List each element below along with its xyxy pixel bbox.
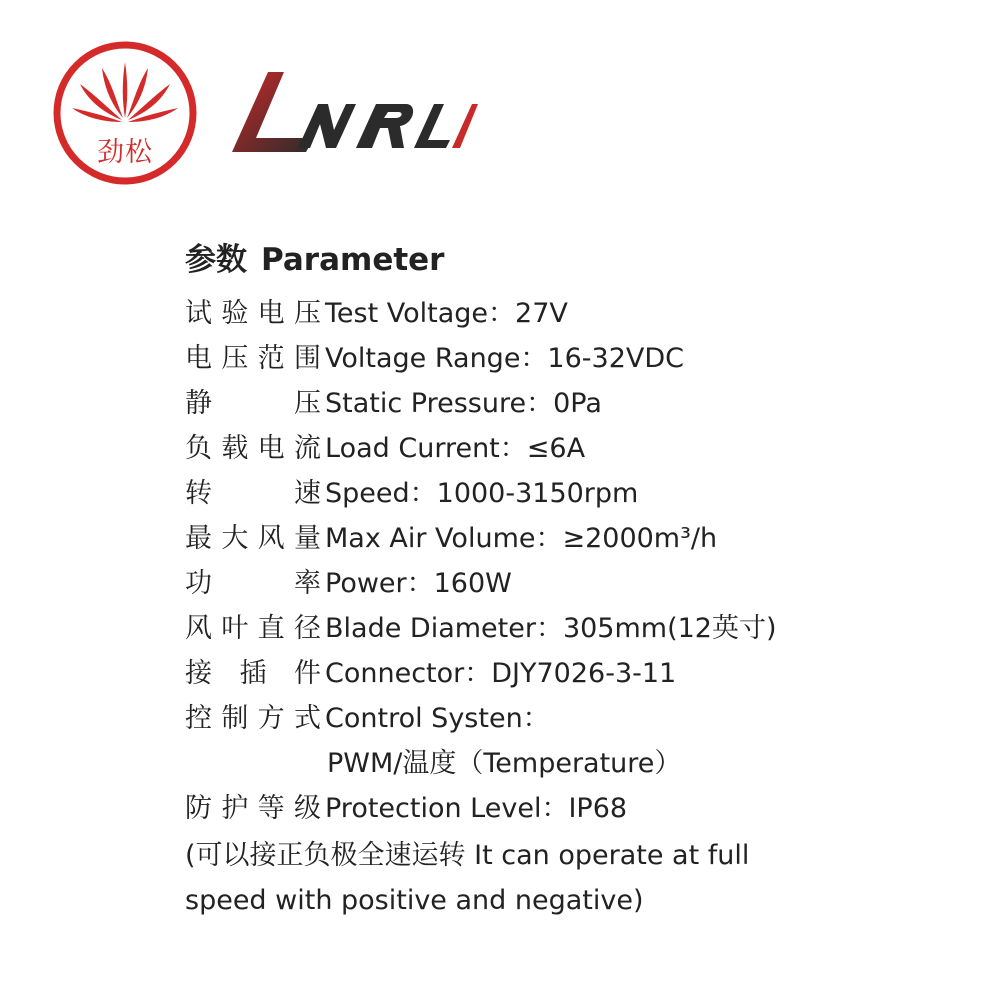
param-value: Power：160W bbox=[325, 568, 512, 599]
param-value: Connector：DJY7026-3-11 bbox=[325, 658, 677, 689]
param-row bbox=[185, 474, 638, 514]
note-line-1: (可以接正负极全速运转 It can operate at full bbox=[185, 840, 750, 871]
heading-cn: 参数 bbox=[185, 242, 247, 278]
control-system-value: PWM/温度（Temperature） bbox=[327, 748, 682, 779]
param-label-cn: 转速 bbox=[185, 478, 321, 509]
parameter-heading bbox=[185, 234, 444, 279]
param-row bbox=[185, 339, 684, 379]
param-row bbox=[185, 519, 717, 559]
param-value: Load Current：≤6A bbox=[325, 433, 586, 464]
param-value: Protection Level：IP68 bbox=[325, 793, 628, 824]
heading-en: Parameter bbox=[261, 242, 445, 278]
param-value: Max Air Volume：≥2000m³/h bbox=[325, 523, 718, 554]
param-label-cn: 电压范围 bbox=[185, 343, 321, 374]
param-value: Test Voltage：27V bbox=[325, 298, 568, 329]
param-label-cn: 风叶直径 bbox=[185, 613, 321, 644]
param-row bbox=[185, 789, 627, 829]
param-label-cn: 静压 bbox=[185, 388, 321, 419]
seal-text: 劲松 bbox=[97, 137, 153, 168]
param-row bbox=[185, 654, 676, 694]
param-row bbox=[185, 429, 585, 469]
param-value: Static Pressure：0Pa bbox=[325, 388, 602, 419]
param-label-cn: 最大风量 bbox=[185, 523, 321, 554]
param-label-cn: 试验电压 bbox=[185, 298, 321, 329]
param-label-cn: 接插件 bbox=[185, 658, 321, 689]
param-row bbox=[185, 384, 602, 424]
param-row bbox=[185, 609, 777, 649]
param-row bbox=[185, 294, 568, 334]
param-label-cn: 功率 bbox=[185, 568, 321, 599]
param-value: Blade Diameter：305mm(12英寸) bbox=[325, 613, 777, 644]
brand-wordmark-logo bbox=[228, 68, 478, 163]
param-label-cn: 控制方式 bbox=[185, 703, 321, 734]
param-value: Control Systen： bbox=[325, 703, 550, 734]
note-line-2: speed with positive and negative) bbox=[185, 885, 644, 916]
param-label-cn: 负载电流 bbox=[185, 433, 321, 464]
param-value: Voltage Range：16-32VDC bbox=[325, 343, 685, 374]
param-label-cn: 防护等级 bbox=[185, 793, 321, 824]
param-value: Speed：1000-3150rpm bbox=[325, 478, 639, 509]
param-row bbox=[185, 699, 550, 739]
param-row bbox=[185, 564, 512, 604]
